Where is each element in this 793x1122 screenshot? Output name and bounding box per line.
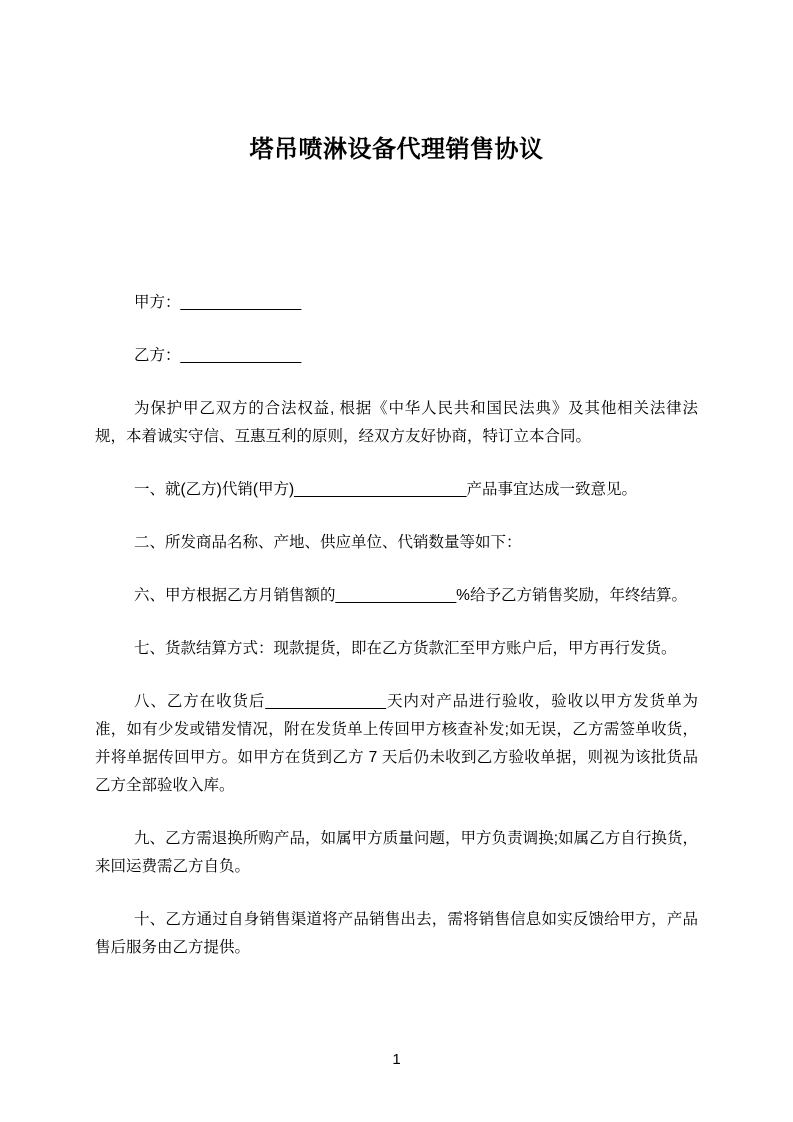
party-b-label: 乙方： (134, 347, 181, 364)
document-title: 塔吊喷淋设备代理销售协议 (249, 136, 544, 163)
contract-preamble: 为保护甲乙双方的合法权益, 根据《中华人民共和国民法典》及其他相关法律法规，本着诚实守信、互惠互利的原则，经双方友好协商，特订立本合同。 (95, 400, 698, 445)
clause-item-10: 十、乙方通过自身销售渠道将产品销售出去，需将销售信息如实反馈给甲方，产品售后服务由乙方提供。 (95, 911, 698, 956)
clause-item-6: 六、甲方根据乙方月销售额的______________%给予乙方销售奖励，年终结算。 (134, 587, 687, 604)
clause-item-2: 二、所发商品名称、产地、供应单位、代销数量等如下： (134, 534, 522, 551)
clause-item-7: 七、货款结算方式：现款提货，即在乙方货款汇至甲方账户后，甲方再行发货。 (134, 640, 677, 657)
page-number: 1 (392, 1051, 401, 1068)
page-footer (0, 1050, 793, 1070)
party-a-blank-field: ______________ (180, 294, 302, 311)
party-b-blank-field: ______________ (180, 347, 302, 364)
clause-item-9: 九、乙方需退换所购产品，如属甲方质量问题，甲方负责调换;如属乙方自行换货，来回运费需乙方自负。 (95, 830, 698, 875)
clause-item-8: 八、乙方在收货后______________天内对产品进行验收，验收以甲方发货单为准，如有少发或错发情况，附在发货单上传回甲方核查补发;如无误，乙方需签单收货，并将单据传回甲方。如甲方在货到乙方 7 天后仍未收到乙方验收单据，则视为该批货品乙方全部验收入库。 (95, 693, 698, 794)
party-a-line (95, 289, 698, 317)
clause-item-1: 一、就(乙方)代销(甲方)____________________产品事宜达成一致意见。 (134, 481, 638, 498)
party-b-line (95, 342, 698, 370)
party-a-label: 甲方： (134, 294, 181, 311)
